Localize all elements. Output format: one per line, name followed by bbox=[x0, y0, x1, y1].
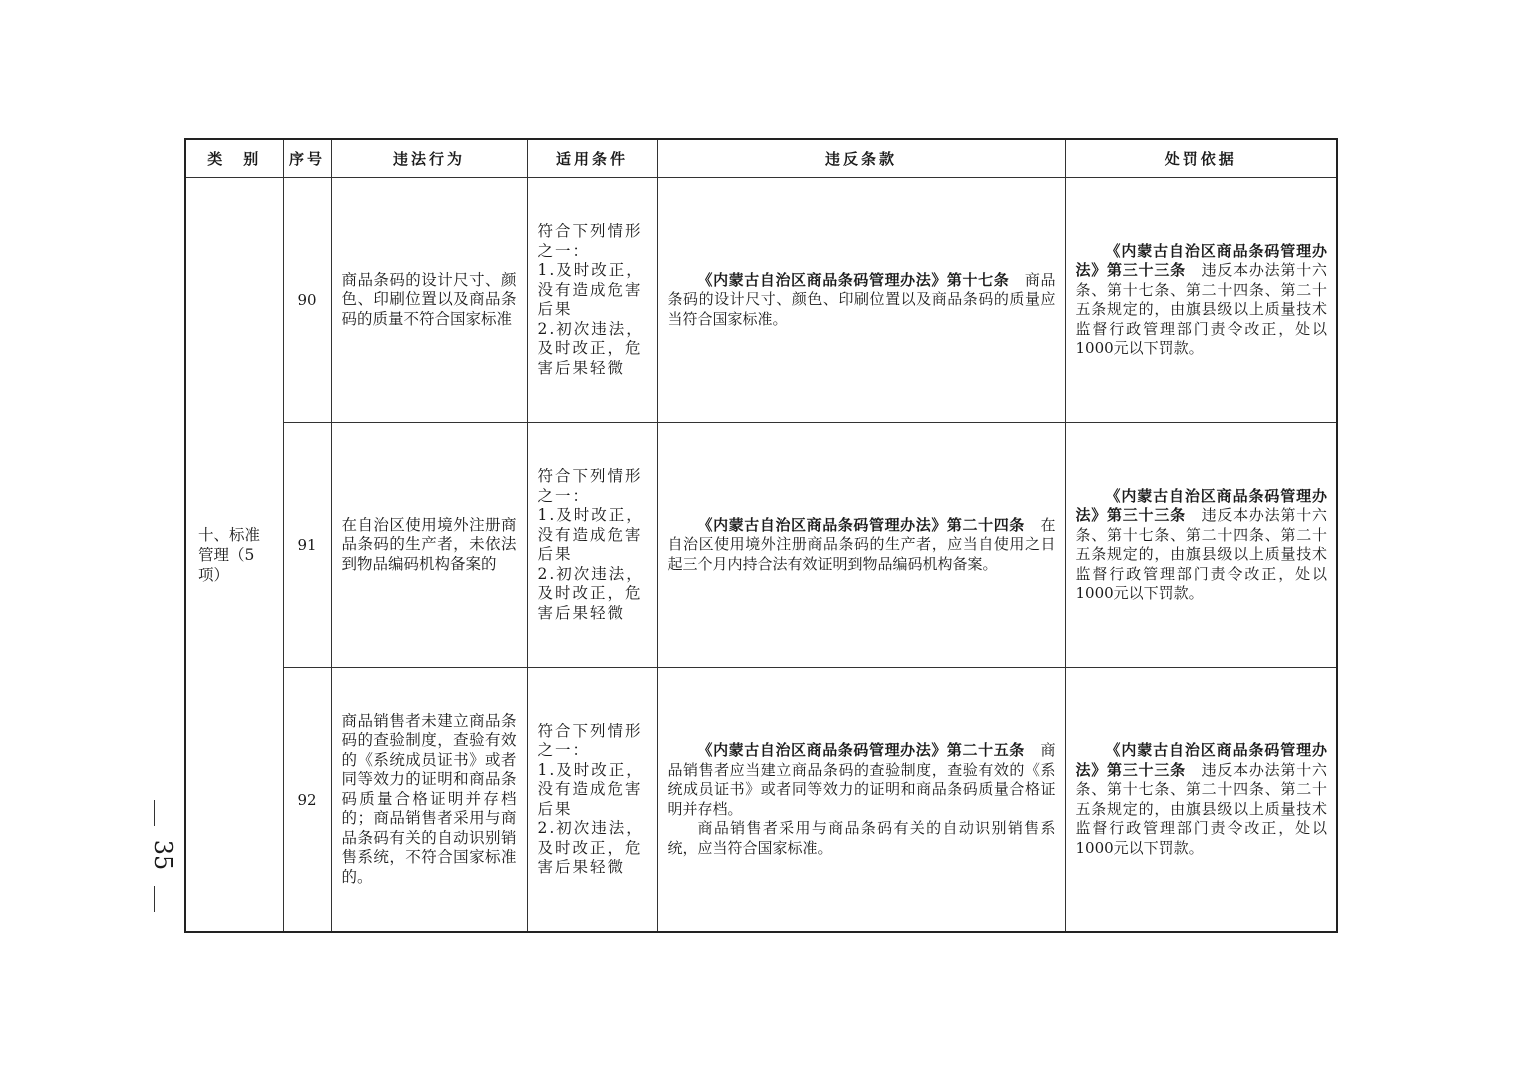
clause-cell bbox=[657, 178, 1065, 423]
clause-paragraph bbox=[668, 741, 1056, 819]
cond-cell bbox=[527, 423, 657, 668]
basis-paragraph bbox=[1076, 741, 1328, 858]
cond-line: 符合下列情形之一： bbox=[537, 222, 643, 260]
cond-cell bbox=[527, 178, 657, 423]
page-number-dash-bottom bbox=[154, 886, 155, 912]
table-header-row bbox=[185, 139, 1337, 178]
clause-body: 商品销售者应当建立商品条码的查验制度，查验有效的《系统成员证书》或者同等效力的证明和商品条码质量合格证明并存档。 bbox=[667, 741, 1056, 818]
basis-body: 违反本办法第十六条、第十七条、第二十四条、第二十五条规定的，由旗县级以上质量技术监督行政管理部门责令改正，处以1000元以下罚款。 bbox=[1075, 261, 1327, 357]
table-row bbox=[185, 178, 1337, 423]
cond-line: 2.初次违法，及时改正，危害后果轻微 bbox=[537, 819, 644, 876]
cond-line: 符合下列情形之一： bbox=[537, 467, 643, 505]
cond-line: 2.初次违法，及时改正，危害后果轻微 bbox=[537, 319, 644, 377]
table-row bbox=[185, 423, 1337, 668]
seq-cell: 90 bbox=[283, 178, 331, 423]
basis-title: 《内蒙古自治区商品条码管理办法》第三十三条 bbox=[1075, 241, 1327, 279]
penalty-table bbox=[184, 138, 1338, 933]
basis-title: 《内蒙古自治区商品条码管理办法》第三十三条 bbox=[1075, 741, 1327, 779]
basis-cell bbox=[1065, 668, 1337, 933]
clause-body: 在自治区使用境外注册商品条码的生产者，应当自使用之日起三个月内持合法有效证明到物品编码机构备案。 bbox=[667, 515, 1056, 573]
header-category: 类 别 bbox=[185, 139, 283, 178]
clause-paragraph-2: 商品销售者采用与商品条码有关的自动识别销售系统，应当符合国家标准。 bbox=[667, 819, 1056, 857]
basis-paragraph bbox=[1076, 487, 1328, 604]
seq-cell: 91 bbox=[283, 423, 331, 668]
clause-cell bbox=[657, 423, 1065, 668]
clause-title: 《内蒙古自治区商品条码管理办法》第二十四条 bbox=[697, 515, 1025, 534]
clause-title: 《内蒙古自治区商品条码管理办法》第十七条 bbox=[697, 270, 1010, 289]
table-row bbox=[185, 668, 1337, 933]
basis-cell bbox=[1065, 178, 1337, 423]
page-number-text: 35 bbox=[149, 839, 177, 871]
header-cond: 适用条件 bbox=[527, 139, 657, 178]
basis-body: 违反本办法第十六条、第十七条、第二十四条、第二十五条规定的，由旗县级以上质量技术监督行政管理部门责令改正，处以1000元以下罚款。 bbox=[1075, 506, 1327, 602]
cond-line: 符合下列情形之一： bbox=[537, 721, 643, 759]
header-act: 违法行为 bbox=[331, 139, 527, 178]
cond-line: 2.初次违法，及时改正，危害后果轻微 bbox=[537, 564, 644, 622]
act-cell: 商品销售者未建立商品条码的查验制度，查验有效的《系统成员证书》或者同等效力的证明和商品条码质量合格证明并存档的；商品销售者采用与商品条码有关的自动识别销售系统，不符合国家标准的。 bbox=[331, 668, 527, 933]
clause-body: 商品条码的设计尺寸、颜色、印刷位置以及商品条码的质量应当符合国家标准。 bbox=[667, 270, 1056, 328]
page-number bbox=[138, 800, 177, 912]
basis-title: 《内蒙古自治区商品条码管理办法》第三十三条 bbox=[1075, 486, 1327, 524]
header-clause: 违反条款 bbox=[657, 139, 1065, 178]
cond-line: 1.及时改正，没有造成危害后果 bbox=[537, 506, 644, 563]
cond-line: 1.及时改正，没有造成危害后果 bbox=[537, 760, 644, 818]
page-number-dash-top bbox=[154, 800, 155, 826]
clause-paragraph bbox=[668, 516, 1056, 575]
act-cell: 在自治区使用境外注册商品条码的生产者，未依法到物品编码机构备案的 bbox=[331, 423, 527, 668]
cond-line: 1.及时改正，没有造成危害后果 bbox=[537, 261, 644, 318]
clause-paragraph bbox=[668, 271, 1056, 330]
seq-cell: 92 bbox=[283, 668, 331, 933]
basis-cell bbox=[1065, 423, 1337, 668]
basis-body: 违反本办法第十六条、第十七条、第二十四条、第二十五条规定的，由旗县级以上质量技术监督行政管理部门责令改正，处以1000元以下罚款。 bbox=[1075, 760, 1327, 857]
header-seq: 序号 bbox=[283, 139, 331, 178]
act-cell: 商品条码的设计尺寸、颜色、印刷位置以及商品条码的质量不符合国家标准 bbox=[331, 178, 527, 423]
basis-paragraph bbox=[1076, 242, 1328, 359]
cond-cell bbox=[527, 668, 657, 933]
clause-title: 《内蒙古自治区商品条码管理办法》第二十五条 bbox=[697, 741, 1025, 759]
clause-cell bbox=[657, 668, 1065, 933]
category-cell: 十、标准管理（5项） bbox=[185, 178, 283, 933]
header-basis: 处罚依据 bbox=[1065, 139, 1337, 178]
